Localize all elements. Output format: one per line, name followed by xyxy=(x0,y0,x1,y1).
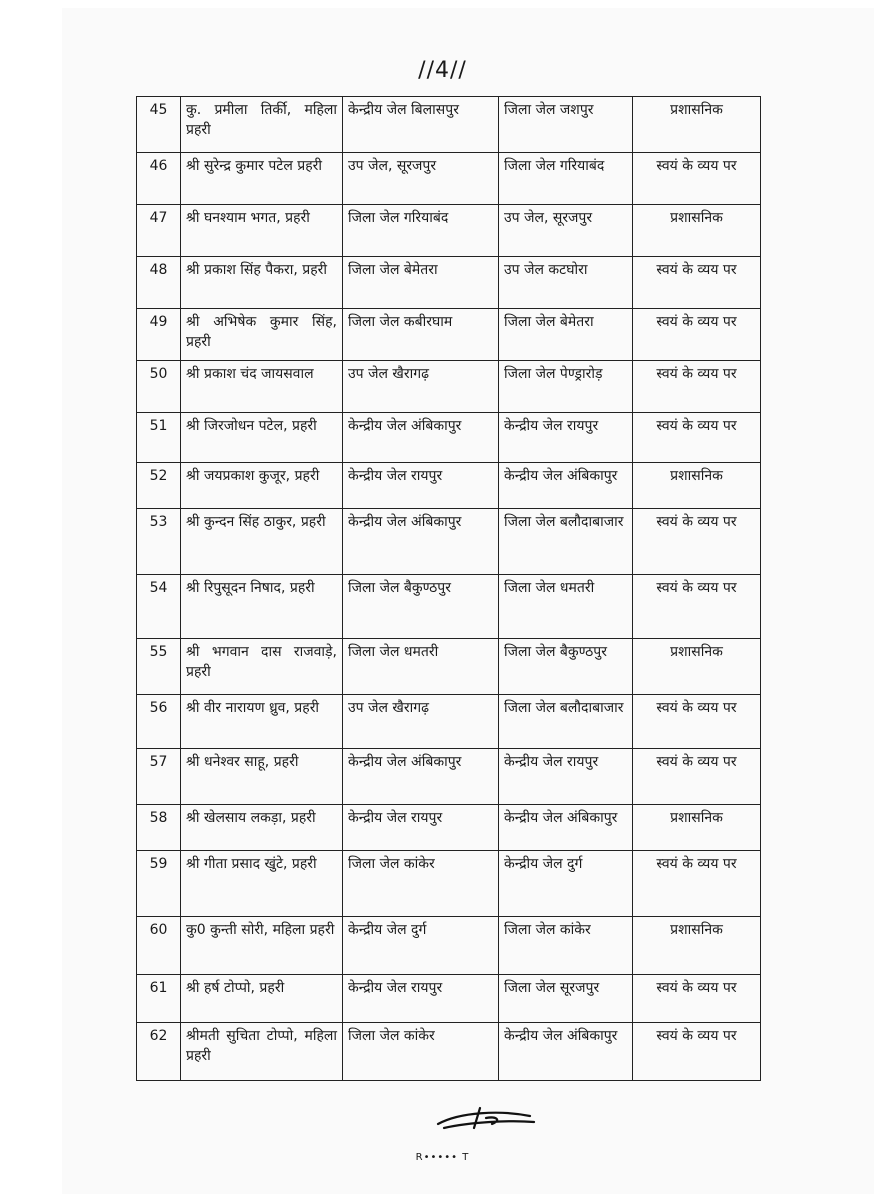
cell-to: जिला जेल कांकेर xyxy=(499,917,633,975)
cell-reason: स्वयं के व्यय पर xyxy=(633,695,761,749)
table-row xyxy=(137,463,761,509)
cell-from: जिला जेल कबीरघाम xyxy=(343,309,499,361)
cell-to: जिला जेल बैकुण्ठपुर xyxy=(499,639,633,695)
cell-reason: प्रशासनिक xyxy=(633,639,761,695)
cell-name: श्री अभिषेक कुमार सिंह, प्रहरी xyxy=(181,309,343,361)
signature xyxy=(430,1098,540,1142)
cell-to: केन्द्रीय जेल रायपुर xyxy=(499,749,633,805)
cell-to: जिला जेल सूरजपुर xyxy=(499,975,633,1023)
cell-from: केन्द्रीय जेल रायपुर xyxy=(343,975,499,1023)
cell-name: श्री गीता प्रसाद खुंटे, प्रहरी xyxy=(181,851,343,917)
cell-name: श्रीमती सुचिता टोप्पो, महिला प्रहरी xyxy=(181,1023,343,1081)
cell-sno: 49 xyxy=(137,309,181,361)
table-row xyxy=(137,153,761,205)
page-number: //4// xyxy=(418,58,467,83)
cell-from: जिला जेल धमतरी xyxy=(343,639,499,695)
cell-name: कु0 कुन्ती सोरी, महिला प्रहरी xyxy=(181,917,343,975)
table-row xyxy=(137,851,761,917)
cell-reason: स्वयं के व्यय पर xyxy=(633,851,761,917)
cell-reason: स्वयं के व्यय पर xyxy=(633,509,761,575)
cell-reason: स्वयं के व्यय पर xyxy=(633,309,761,361)
cell-reason: स्वयं के व्यय पर xyxy=(633,361,761,413)
table-row xyxy=(137,413,761,463)
cell-name: श्री वीर नारायण ध्रुव, प्रहरी xyxy=(181,695,343,749)
cell-from: केन्द्रीय जेल बिलासपुर xyxy=(343,97,499,153)
table-row xyxy=(137,1023,761,1081)
cell-name: श्री कुन्दन सिंह ठाकुर, प्रहरी xyxy=(181,509,343,575)
cell-sno: 48 xyxy=(137,257,181,309)
cell-to: जिला जेल बलौदाबाजार xyxy=(499,509,633,575)
cell-sno: 46 xyxy=(137,153,181,205)
table-row xyxy=(137,309,761,361)
table-row xyxy=(137,917,761,975)
cell-sno: 60 xyxy=(137,917,181,975)
cell-reason: प्रशासनिक xyxy=(633,917,761,975)
cell-name: श्री प्रकाश चंद जायसवाल xyxy=(181,361,343,413)
cell-from: जिला जेल बैकुण्ठपुर xyxy=(343,575,499,639)
footer-mark: R••••• T xyxy=(415,1152,470,1163)
cell-name: श्री हर्ष टोप्पो, प्रहरी xyxy=(181,975,343,1023)
cell-sno: 50 xyxy=(137,361,181,413)
cell-name: श्री प्रकाश सिंह पैकरा, प्रहरी xyxy=(181,257,343,309)
cell-reason: स्वयं के व्यय पर xyxy=(633,153,761,205)
cell-to: जिला जेल जशपुर xyxy=(499,97,633,153)
cell-sno: 55 xyxy=(137,639,181,695)
cell-from: केन्द्रीय जेल रायपुर xyxy=(343,805,499,851)
cell-name: श्री सुरेन्द्र कुमार पटेल प्रहरी xyxy=(181,153,343,205)
cell-from: केन्द्रीय जेल अंबिकापुर xyxy=(343,509,499,575)
cell-from: केन्द्रीय जेल दुर्ग xyxy=(343,917,499,975)
cell-to: जिला जेल बेमेतरा xyxy=(499,309,633,361)
cell-name: श्री जिरजोधन पटेल, प्रहरी xyxy=(181,413,343,463)
cell-from: जिला जेल बेमेतरा xyxy=(343,257,499,309)
cell-from: केन्द्रीय जेल अंबिकापुर xyxy=(343,749,499,805)
cell-sno: 59 xyxy=(137,851,181,917)
cell-sno: 57 xyxy=(137,749,181,805)
table-row xyxy=(137,975,761,1023)
cell-name: श्री घनश्याम भगत, प्रहरी xyxy=(181,205,343,257)
table-row xyxy=(137,639,761,695)
cell-from: जिला जेल कांकेर xyxy=(343,1023,499,1081)
cell-name: श्री जयप्रकाश कुजूर, प्रहरी xyxy=(181,463,343,509)
cell-from: केन्द्रीय जेल रायपुर xyxy=(343,463,499,509)
cell-sno: 61 xyxy=(137,975,181,1023)
cell-to: जिला जेल धमतरी xyxy=(499,575,633,639)
cell-reason: स्वयं के व्यय पर xyxy=(633,257,761,309)
cell-to: जिला जेल गरियाबंद xyxy=(499,153,633,205)
cell-from: जिला जेल कांकेर xyxy=(343,851,499,917)
cell-sno: 51 xyxy=(137,413,181,463)
transfer-table xyxy=(136,96,761,1081)
cell-to: उप जेल कटघोरा xyxy=(499,257,633,309)
cell-reason: प्रशासनिक xyxy=(633,205,761,257)
table-row xyxy=(137,749,761,805)
cell-sno: 56 xyxy=(137,695,181,749)
cell-reason: प्रशासनिक xyxy=(633,97,761,153)
cell-sno: 45 xyxy=(137,97,181,153)
cell-to: केन्द्रीय जेल अंबिकापुर xyxy=(499,805,633,851)
cell-sno: 52 xyxy=(137,463,181,509)
cell-sno: 54 xyxy=(137,575,181,639)
cell-reason: स्वयं के व्यय पर xyxy=(633,413,761,463)
cell-reason: प्रशासनिक xyxy=(633,805,761,851)
transfer-table-body xyxy=(137,97,761,1081)
cell-from: उप जेल, सूरजपुर xyxy=(343,153,499,205)
cell-sno: 53 xyxy=(137,509,181,575)
cell-to: जिला जेल बलौदाबाजार xyxy=(499,695,633,749)
table-row xyxy=(137,205,761,257)
cell-sno: 47 xyxy=(137,205,181,257)
table-row xyxy=(137,509,761,575)
cell-name: कु. प्रमीला तिर्की, महिला प्रहरी xyxy=(181,97,343,153)
cell-from: जिला जेल गरियाबंद xyxy=(343,205,499,257)
cell-from: उप जेल खैरागढ़ xyxy=(343,695,499,749)
cell-reason: प्रशासनिक xyxy=(633,463,761,509)
cell-reason: स्वयं के व्यय पर xyxy=(633,1023,761,1081)
cell-reason: स्वयं के व्यय पर xyxy=(633,975,761,1023)
cell-to: जिला जेल पेण्ड्रारोड़ xyxy=(499,361,633,413)
table-row xyxy=(137,695,761,749)
cell-sno: 58 xyxy=(137,805,181,851)
cell-name: श्री भगवान दास राजवाड़े, प्रहरी xyxy=(181,639,343,695)
cell-to: उप जेल, सूरजपुर xyxy=(499,205,633,257)
table-row xyxy=(137,361,761,413)
cell-to: केन्द्रीय जेल रायपुर xyxy=(499,413,633,463)
cell-to: केन्द्रीय जेल दुर्ग xyxy=(499,851,633,917)
cell-reason: स्वयं के व्यय पर xyxy=(633,575,761,639)
cell-sno: 62 xyxy=(137,1023,181,1081)
cell-to: केन्द्रीय जेल अंबिकापुर xyxy=(499,463,633,509)
cell-name: श्री धनेश्वर साहू, प्रहरी xyxy=(181,749,343,805)
table-row xyxy=(137,805,761,851)
cell-name: श्री खेलसाय लकड़ा, प्रहरी xyxy=(181,805,343,851)
table-row xyxy=(137,257,761,309)
table-row xyxy=(137,575,761,639)
cell-name: श्री रिपुसूदन निषाद, प्रहरी xyxy=(181,575,343,639)
cell-reason: स्वयं के व्यय पर xyxy=(633,749,761,805)
table-row xyxy=(137,97,761,153)
cell-from: उप जेल खैरागढ़ xyxy=(343,361,499,413)
cell-to: केन्द्रीय जेल अंबिकापुर xyxy=(499,1023,633,1081)
cell-from: केन्द्रीय जेल अंबिकापुर xyxy=(343,413,499,463)
